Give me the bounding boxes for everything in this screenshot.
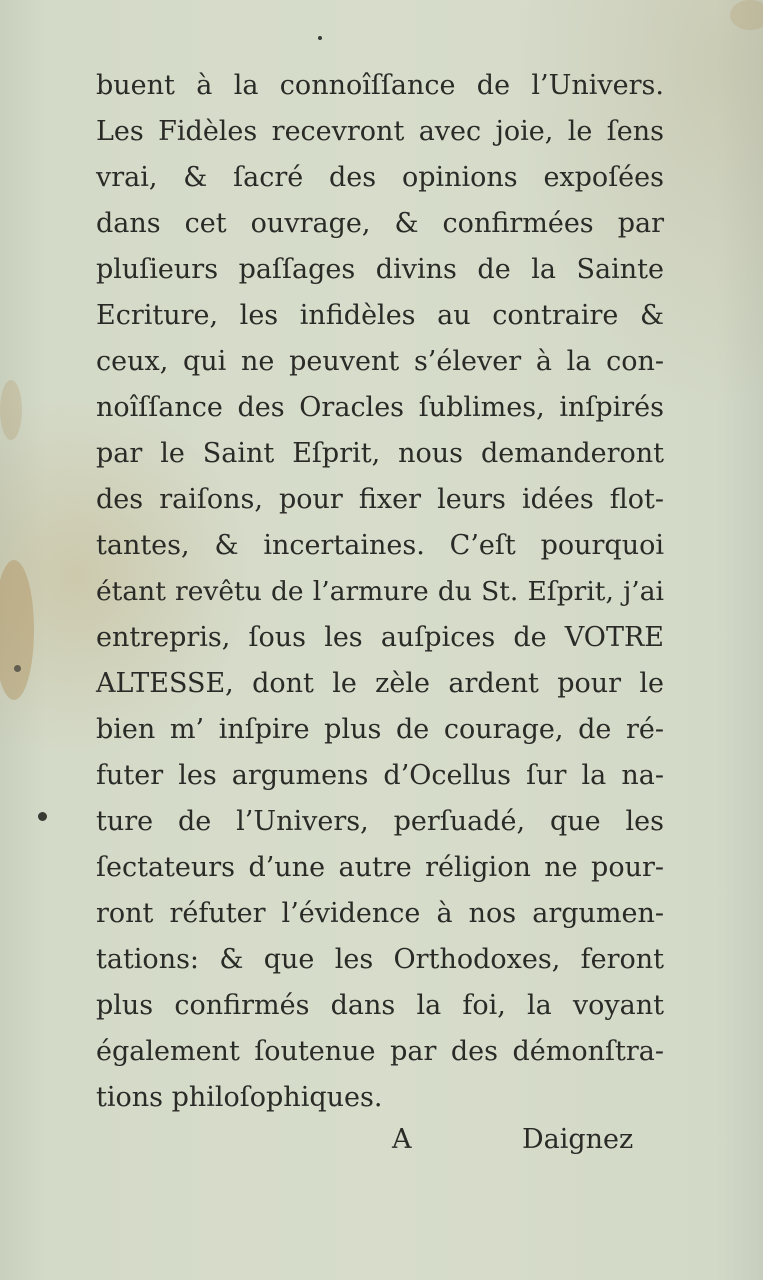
text-line: dans cet ouvrage, & confirmées par xyxy=(96,208,664,239)
text-line: bien m’ inſpire plus de courage, de ré- xyxy=(96,714,664,745)
signature-mark: A xyxy=(392,1124,412,1155)
text-line: Ecriture, les infidèles au contraire & xyxy=(96,300,664,331)
text-line: également ſoutenue par des démonſtra- xyxy=(96,1036,664,1067)
text-line: étant revêtu de l’armure du St. Eſprit, j’ai xyxy=(96,576,664,607)
ink-speck xyxy=(38,812,47,821)
text-line: tations: & que les Orthodoxes, feront xyxy=(96,944,664,975)
text-line: ront réfuter l’évidence à nos argumen- xyxy=(96,898,664,929)
ink-speck xyxy=(318,36,322,40)
body-text xyxy=(96,63,664,1121)
text-line: des raiſons, pour fixer leurs idées flot- xyxy=(96,484,664,515)
page-footer xyxy=(0,1124,763,1164)
text-line: tantes, & incertaines. C’eſt pourquoi xyxy=(96,530,664,561)
foxing-stain xyxy=(730,0,763,30)
text-line: ture de l’Univers, perſuadé, que les xyxy=(96,806,664,837)
text-line: entrepris, ſous les auſpices de VOTRE xyxy=(96,622,664,653)
ink-speck xyxy=(14,665,21,672)
text-line: tions philoſophiques. xyxy=(96,1082,383,1113)
catchword: Daignez xyxy=(522,1124,634,1155)
text-line: noîſſance des Oracles ſublimes, inſpirés xyxy=(96,392,664,423)
text-line: plus confirmés dans la foi, la voyant xyxy=(96,990,664,1021)
text-line: Les Fidèles recevront avec joie, le ſens xyxy=(96,116,664,147)
foxing-stain xyxy=(0,380,22,440)
text-line: buent à la connoîſſance de l’Univers. xyxy=(96,70,664,101)
text-line: ceux, qui ne peuvent s’élever à la con- xyxy=(96,346,664,377)
text-line: par le Saint Eſprit, nous demanderont xyxy=(96,438,664,469)
text-line: ALTESSE, dont le zèle ardent pour le xyxy=(96,668,664,699)
text-line: futer les argumens d’Ocellus ſur la na- xyxy=(96,760,664,791)
text-line: ſectateurs d’une autre réligion ne pour- xyxy=(96,852,664,883)
text-line: pluſieurs paſſages divins de la Sainte xyxy=(96,254,664,285)
text-line: vrai, & ſacré des opinions expoſées xyxy=(96,162,664,193)
foxing-stain xyxy=(0,560,34,700)
